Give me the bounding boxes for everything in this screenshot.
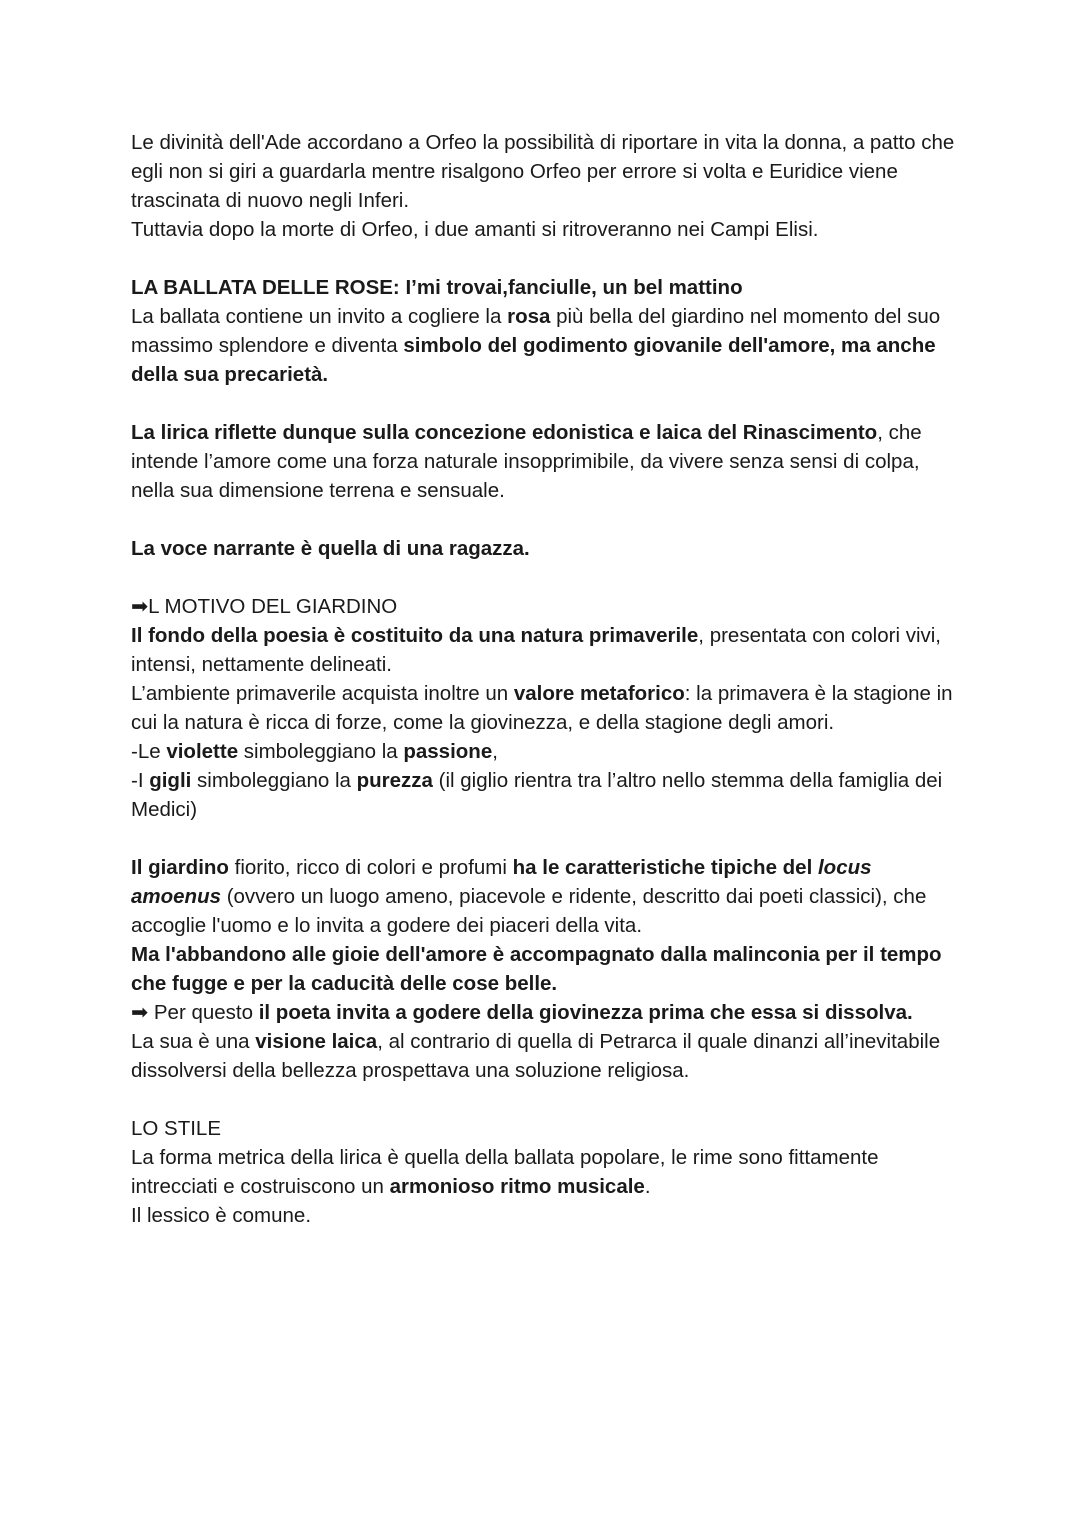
paragraph-spacer (131, 244, 961, 273)
text-paragraph (131, 1114, 961, 1143)
text-segment: simboleggiano la (191, 769, 357, 792)
text-paragraph (131, 1201, 961, 1230)
text-segment: locus amoenus (131, 856, 878, 908)
text-paragraph (131, 215, 961, 244)
text-segment: simbolo del godimento giovanile dell'amore, ma anche della sua precarietà. (131, 334, 942, 386)
text-segment: L’ambiente primaverile acquista inoltre un (131, 682, 514, 705)
text-paragraph (131, 302, 961, 389)
text-segment: purezza (356, 769, 433, 792)
text-segment: La sua è una (131, 1030, 256, 1053)
text-segment: più bella del giardino nel momento del suo massimo splendore e diventa (131, 305, 946, 357)
text-segment: ➡ Per questo (131, 1001, 259, 1024)
text-segment: (ovvero un luogo ameno, piacevole e ridente, descritto dai poeti classici), che accoglie l'uomo e lo invita a godere dei piaceri della vita. (131, 885, 933, 937)
text-segment: , presentata con colori vivi, intensi, nettamente delineati. (131, 624, 947, 676)
text-paragraph (131, 1027, 961, 1085)
text-segment: . (644, 1175, 651, 1198)
text-segment: armonioso ritmo musicale (389, 1175, 645, 1198)
text-paragraph (131, 621, 961, 679)
text-segment: : la primavera è la stagione in cui la natura è ricca di forze, come la giovinezza, e della stagione degli amori. (131, 682, 959, 734)
text-segment: violette (166, 740, 239, 763)
text-segment: -Le (131, 740, 167, 763)
text-segment: La forma metrica della lirica è quella della ballata popolare, le rime sono fittamente intrecciati e costruiscono un (131, 1146, 885, 1198)
text-segment: , al contrario di quella di Petrarca il quale dinanzi all’inevitabile dissolversi della bellezza prospettava una soluzione religiosa. (131, 1030, 946, 1082)
text-segment: Il giardino (131, 856, 229, 879)
text-segment: Ma l'abbandono alle gioie dell'amore è accompagnato dalla malinconia per il tempo che fugge e per la caducità delle cose belle. (131, 943, 948, 995)
text-paragraph (131, 534, 961, 563)
text-segment: , (492, 740, 498, 763)
text-paragraph (131, 940, 961, 998)
text-segment: simboleggiano la (238, 740, 404, 763)
text-segment: La lirica riflette dunque sulla concezione edonistica e laica del Rinascimento (131, 421, 878, 444)
text-paragraph (131, 128, 961, 215)
text-segment: La voce narrante è quella di una ragazza. (131, 537, 530, 560)
text-paragraph (131, 1143, 961, 1201)
text-segment: Tuttavia dopo la morte di Orfeo, i due amanti si ritroveranno nei Campi Elisi. (131, 218, 819, 241)
text-paragraph (131, 853, 961, 940)
text-segment: rosa (507, 305, 551, 328)
text-segment: -I (131, 769, 150, 792)
text-segment: ha le caratteristiche tipiche del (512, 856, 818, 879)
text-segment: ➡L MOTIVO DEL GIARDINO (131, 595, 398, 618)
text-segment: fiorito, ricco di colori e profumi (228, 856, 513, 879)
paragraph-spacer (131, 389, 961, 418)
text-paragraph (131, 766, 961, 824)
text-segment: Il lessico è comune. (131, 1204, 312, 1227)
paragraph-spacer (131, 1085, 961, 1114)
paragraph-spacer (131, 563, 961, 592)
text-segment: gigli (149, 769, 192, 792)
text-segment: LO STILE (131, 1117, 222, 1140)
text-paragraph (131, 418, 961, 505)
text-segment: (il giglio rientra tra l’altro nello stemma della famiglia dei Medici) (131, 769, 948, 821)
text-segment: visione laica (255, 1030, 378, 1053)
text-paragraph (131, 737, 961, 766)
text-paragraph (131, 273, 961, 302)
text-segment: valore metaforico (513, 682, 685, 705)
text-segment: Il fondo della poesia è costituito da una natura primaverile (131, 624, 699, 647)
text-segment: passione (403, 740, 493, 763)
text-segment: il poeta invita a godere della giovinezza prima che essa si dissolva. (258, 1001, 913, 1024)
text-paragraph (131, 679, 961, 737)
text-segment: Le divinità dell'Ade accordano a Orfeo la possibilità di riportare in vita la donna, a patto che egli non si giri a guardarla mentre risalgono Orfeo per errore si volta e Euridice viene trascinata di nuovo negli Inferi. (131, 131, 960, 212)
document-page (131, 128, 961, 1230)
text-paragraph (131, 998, 961, 1027)
text-segment: La ballata contiene un invito a cogliere la (131, 305, 508, 328)
paragraph-spacer (131, 824, 961, 853)
text-segment: LA BALLATA DELLE ROSE: I’mi trovai,fanciulle, un bel mattino (131, 276, 743, 299)
text-paragraph (131, 592, 961, 621)
paragraph-spacer (131, 505, 961, 534)
text-segment: , che intende l’amore come una forza naturale insopprimibile, da vivere senza sensi di colpa, nella sua dimensione terrena e sensuale. (131, 421, 928, 502)
